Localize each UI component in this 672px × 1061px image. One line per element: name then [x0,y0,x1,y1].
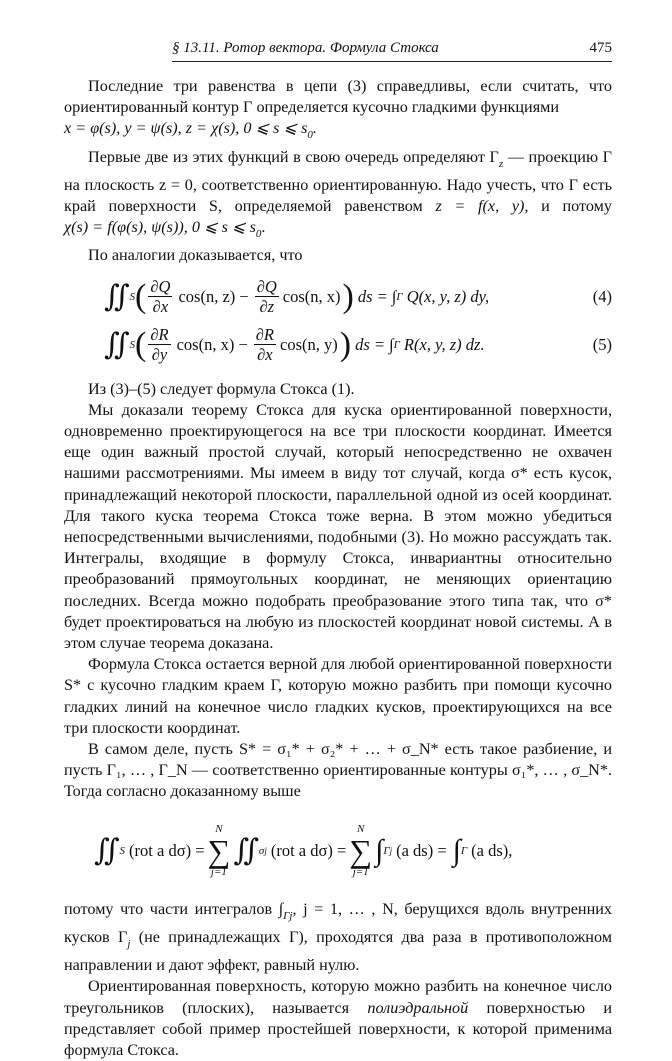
formula-stokes-sum: ∬ S (rot a dσ) = N ∑ j=1 ∬ σj (rot a dσ) = N ∑ j=1 ∫ Γj (a ds) = ∫ Γ (a ds), [94,822,513,878]
paragraph-8: потому что части интегралов $\int_{\Gamma j}$, j = 1, … , N, берущихся вдоль внутренних кусков $\Gamma_j$ (не принадлежащих Γ), проходятся два раза в противоположном направлении и дают эффект, равный нулю. [64,899,613,975]
paragraph-5: Мы доказали теорему Стокса для куска ориентированной поверхности, одновременно проектирующегося на все три плоскости координат. Имеется еще один важный простой случай, который непосредственно не охвачен нашими рассмотрениями. Мы имеем в виду тот случай, когда σ* есть кусок, принадлежащий некоторой плоскости, параллельной одной из осей координат. Для такого куска теорема Стокса тоже верна. В этом можно убедиться непосредственными вычислениями, подобными (3). Но можно рассуждать так. Интегралы, входящие в формулу Стокса, инвариантны относительно преобразований прямоугольных координат, не меняющих ориентацию последних. Всегда можно подобрать преобразование этого типа так, что σ* будет проектироваться на любую из плоскостей координат новой системы. А в этом случае теорема доказана. [64,400,612,653]
page-number: 475 [589,40,612,56]
emphasis-polyhedral: полиэдральной [367,998,469,1017]
page [64,40,612,1061]
running-header [172,40,612,62]
formula-5: ∬ S ( $\frac{\partial R}{\partial y}$ cos(n, x) − $\frac{\partial R}{\partial x}$ cos(n, y) ) ds = ∫ Γ R(x, y, z) dz. (5) [104,325,612,365]
double-integral-symbol: ∬ [94,833,120,867]
paragraph-6: Формула Стокса остается верной для любой ориентированной поверхности S* с кусочно гладким краем Γ, которую можно разбить при помощи кусочно гладких линий на конечное число гладких кусков, проектирующихся на все три плоскости координат. [64,655,612,737]
paragraph-7: В самом деле, пусть S* = σ₁* + σ₂* + … + σ_N* есть такое разбиение, и пусть Γ₁, … , Γ_N — соответственно ориентированные контуры σ₁*, … , σ_N*. Тогда согласно доказанному выше [64,740,612,801]
paragraph-9: Ориентированная поверхность, которую можно разбить на конечное число треугольников (плоских), называется полиэдральной поверхностью и представляет собой пример простейшей поверхности, к которой применима формула Стокса. [64,977,612,1059]
sum-symbol: N ∑ j=1 [207,822,231,878]
header-title: § 13.11. Ротор вектора. Формула Стокса [172,40,439,56]
double-integral-symbol: ∬ [104,327,130,361]
paragraph-4: Из (3)–(5) следует формула Стокса (1). [88,379,355,398]
equation-tag-4: (4) [592,286,612,306]
paragraph-2: Первые две из этих функций в свою очередь определяют $\Gamma_z$ — проекцию Γ на плоскость z = 0, соответственно ориентированную. Надо учесть, что Γ есть край поверхности S, определяемой равенством z = f(x, y), и потому χ(s) = f(φ(s), ψ(s)), 0 ⩽ s ⩽ $s_0$. [64,147,613,241]
equation-tag-5: (5) [592,334,612,354]
contour-parametrization: x = φ(s), y = ψ(s), z = χ(s), 0 ⩽ s ⩽ $s_0$. [64,119,317,142]
formula-4: ∬ S ( $\frac{\partial Q}{\partial x}$ cos(n, z) − $\frac{\partial Q}{\partial z}$ cos(n, x) ) ds = ∫ Γ Q(x, y, z) dy, (4) [104,277,612,317]
paragraph-1: Последние три равенства в цепи (3) справедливы, если считать, что ориентированный контур Γ определяется кусочно гладкими функциями x = φ(s), y = ψ(s), z = χ(s), 0 ⩽ s ⩽ $s_0$. [64,77,612,142]
sum-symbol: N ∑ j=1 [349,822,373,878]
double-integral-symbol: ∬ [104,279,130,313]
paragraph-3: По аналогии доказывается, что [88,246,303,265]
